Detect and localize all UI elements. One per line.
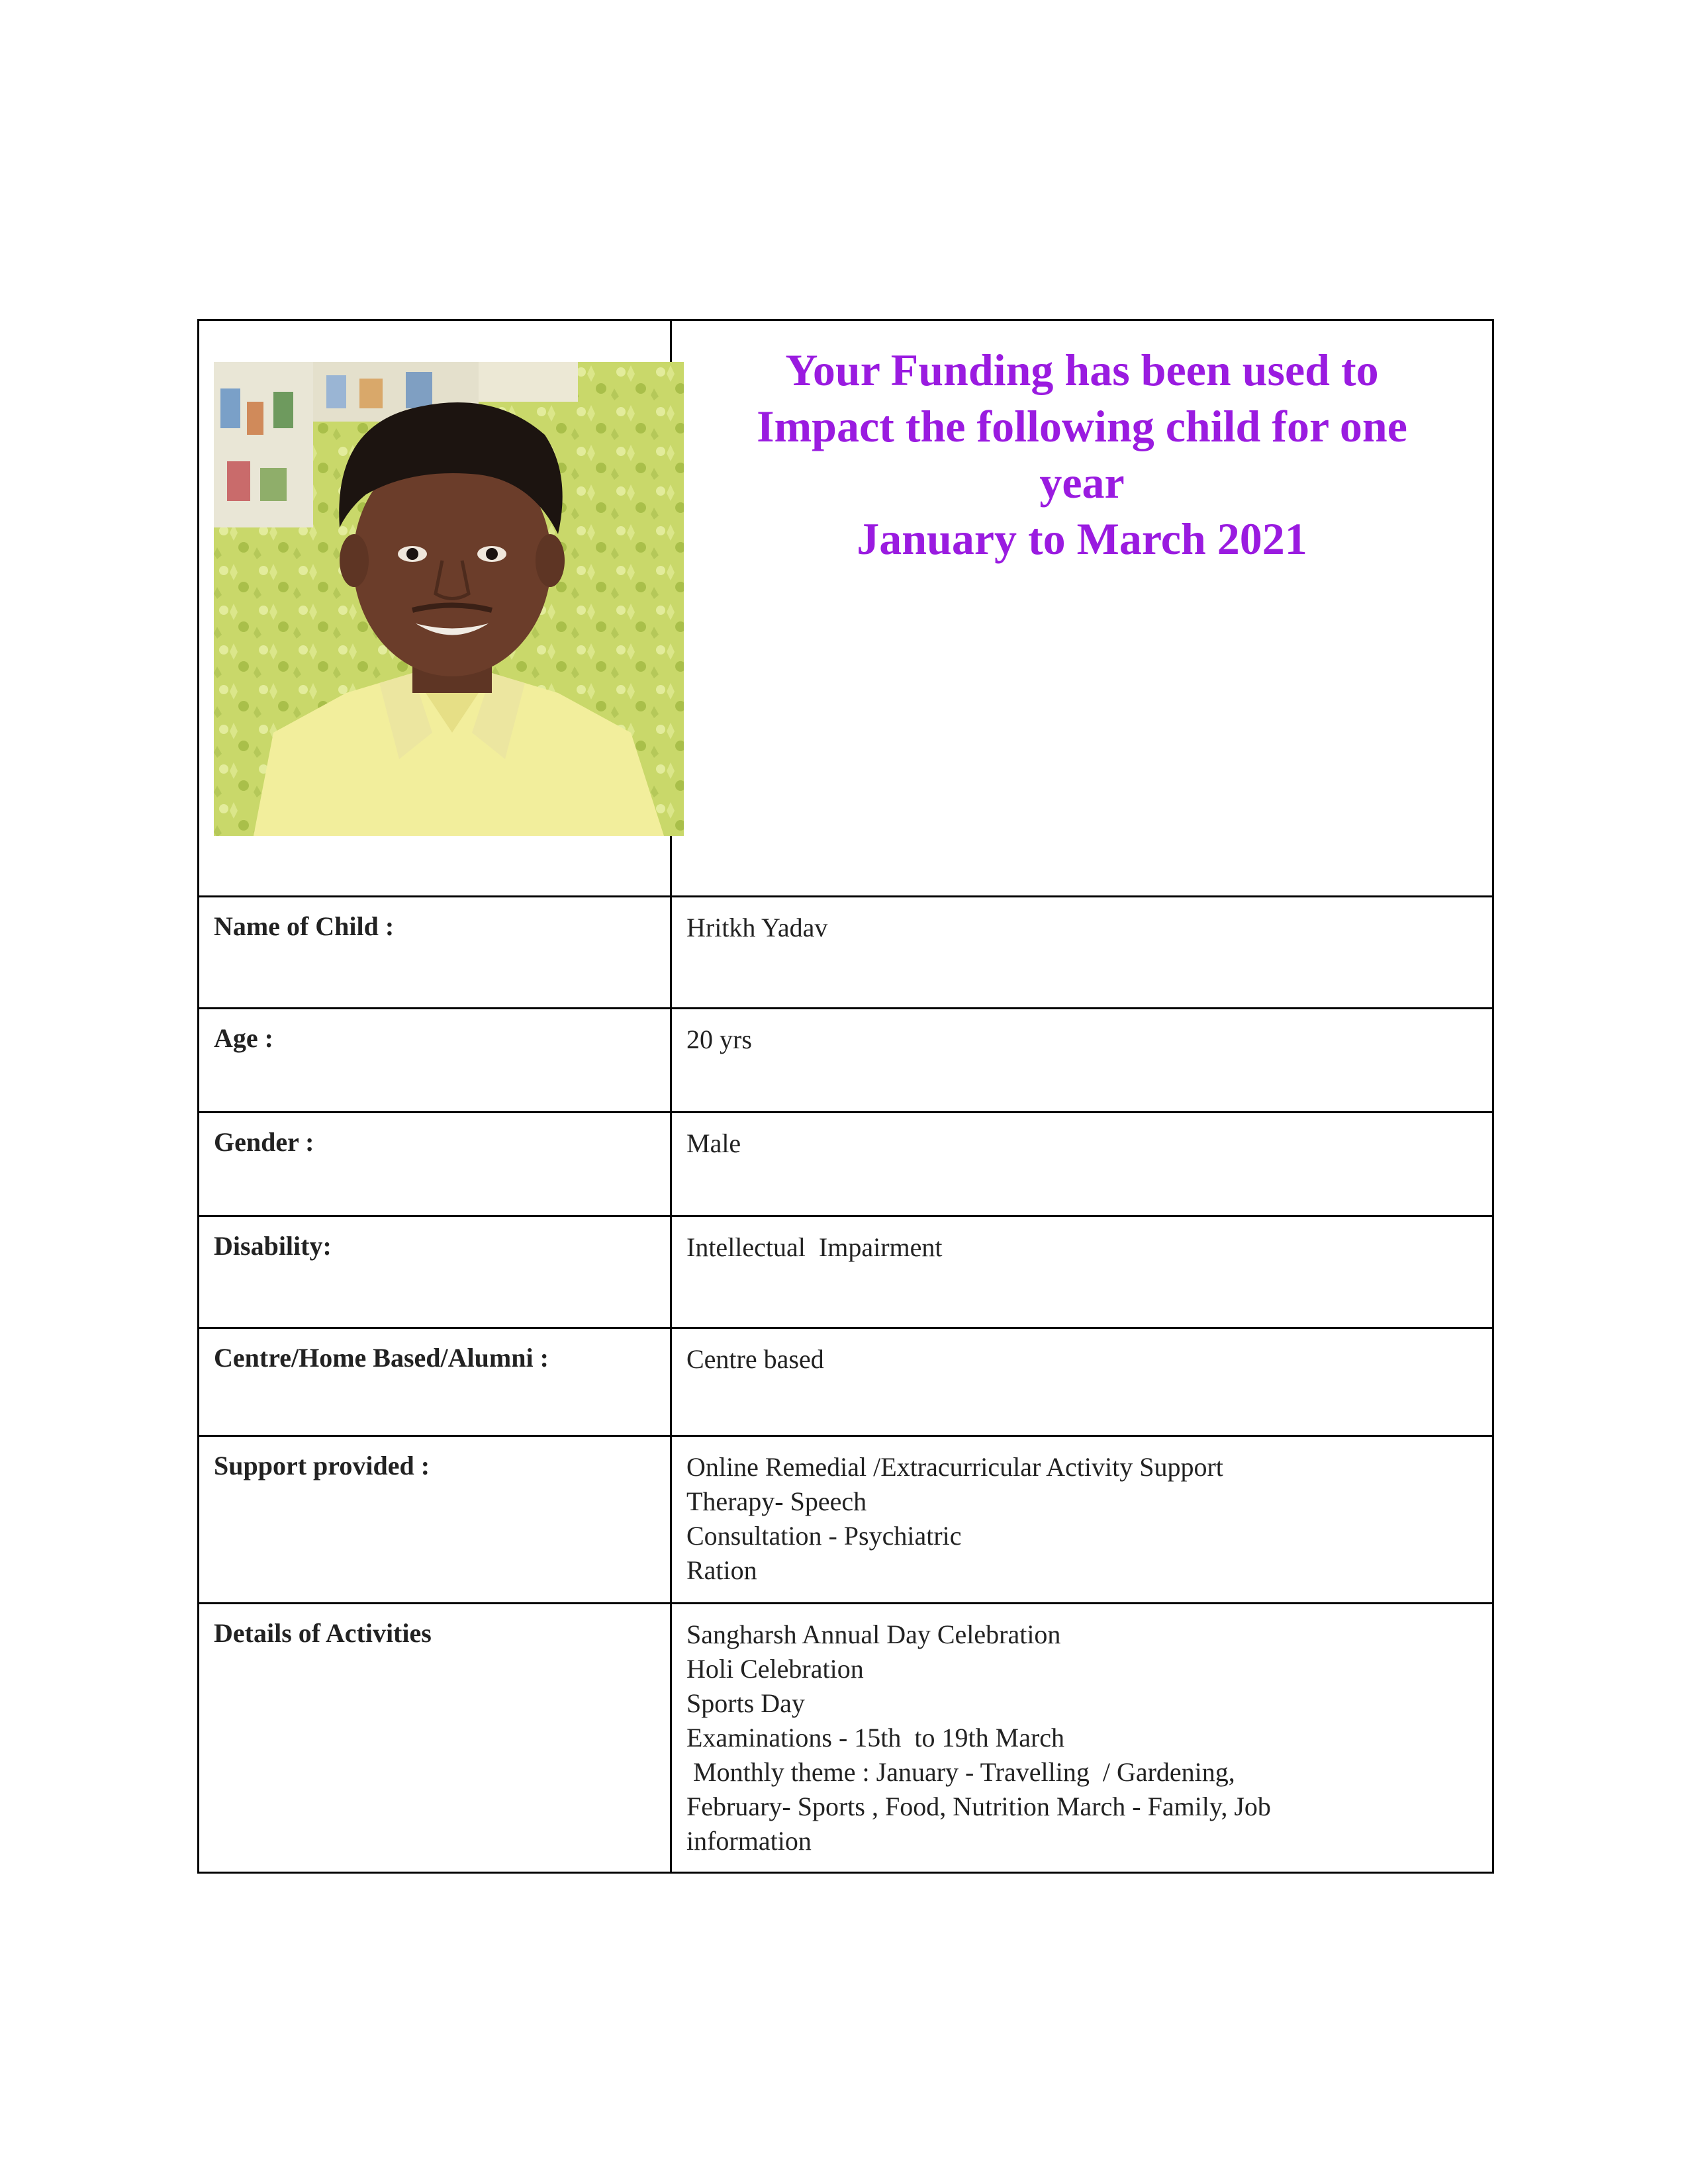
list-item: Monthly theme : January - Travelling / Gardening, — [686, 1757, 1235, 1787]
disability-value: Intellectual Impairment — [686, 1232, 943, 1262]
label-cell — [199, 1009, 671, 1113]
list-item: Sangharsh Annual Day Celebration — [686, 1619, 1061, 1649]
age-value: 20 yrs — [686, 1024, 752, 1054]
child-report-table — [197, 319, 1494, 1874]
value-cell — [671, 1009, 1493, 1113]
value-cell — [671, 1436, 1493, 1604]
age-label: Age : — [214, 1023, 273, 1053]
list-item: Sports Day — [686, 1688, 805, 1718]
title-line: Impact the following child for one — [757, 401, 1407, 451]
title-line: Your Funding has been used to — [785, 345, 1379, 395]
list-item: Therapy- Speech — [686, 1486, 867, 1516]
support-list — [672, 1437, 1492, 1588]
activities-list — [672, 1604, 1492, 1858]
label-cell — [199, 1216, 671, 1328]
list-item: Ration — [686, 1555, 757, 1585]
label-cell — [199, 1328, 671, 1436]
header-row — [199, 320, 1493, 897]
table-row-name — [199, 897, 1493, 1009]
list-item: Examinations - 15th to 19th March — [686, 1723, 1065, 1752]
value-cell — [671, 1113, 1493, 1216]
name-label: Name of Child : — [214, 911, 395, 941]
list-item: Consultation - Psychiatric — [686, 1521, 962, 1551]
gender-label: Gender : — [214, 1127, 314, 1157]
child-photo — [214, 362, 684, 836]
gender-value: Male — [686, 1128, 741, 1158]
title-line: year — [1039, 457, 1125, 508]
title-line: January to March 2021 — [857, 514, 1307, 564]
value-cell — [671, 1328, 1493, 1436]
table-row-centre — [199, 1328, 1493, 1436]
activities-label: Details of Activities — [214, 1618, 432, 1648]
table-row-age — [199, 1009, 1493, 1113]
value-cell — [671, 897, 1493, 1009]
report-title — [698, 342, 1466, 567]
name-value: Hritkh Yadav — [686, 913, 828, 942]
disability-label: Disability: — [214, 1231, 332, 1261]
list-item: information — [686, 1826, 812, 1856]
table-row-support — [199, 1436, 1493, 1604]
title-cell — [671, 320, 1493, 897]
centre-label: Centre/Home Based/Alumni : — [214, 1343, 549, 1373]
label-cell — [199, 1113, 671, 1216]
child-photo-image — [214, 362, 684, 836]
value-cell — [671, 1604, 1493, 1873]
list-item: Online Remedial /Extracurricular Activity Support — [686, 1452, 1223, 1482]
list-item: February- Sports , Food, Nutrition March - Family, Job — [686, 1792, 1271, 1821]
label-cell — [199, 1604, 671, 1873]
value-cell — [671, 1216, 1493, 1328]
list-item: Holi Celebration — [686, 1654, 864, 1684]
label-cell — [199, 897, 671, 1009]
photo-cell — [199, 320, 671, 897]
table-row-activities — [199, 1604, 1493, 1873]
support-label: Support provided : — [214, 1451, 430, 1480]
table-row-gender — [199, 1113, 1493, 1216]
centre-value: Centre based — [686, 1344, 824, 1374]
label-cell — [199, 1436, 671, 1604]
table-row-disability — [199, 1216, 1493, 1328]
